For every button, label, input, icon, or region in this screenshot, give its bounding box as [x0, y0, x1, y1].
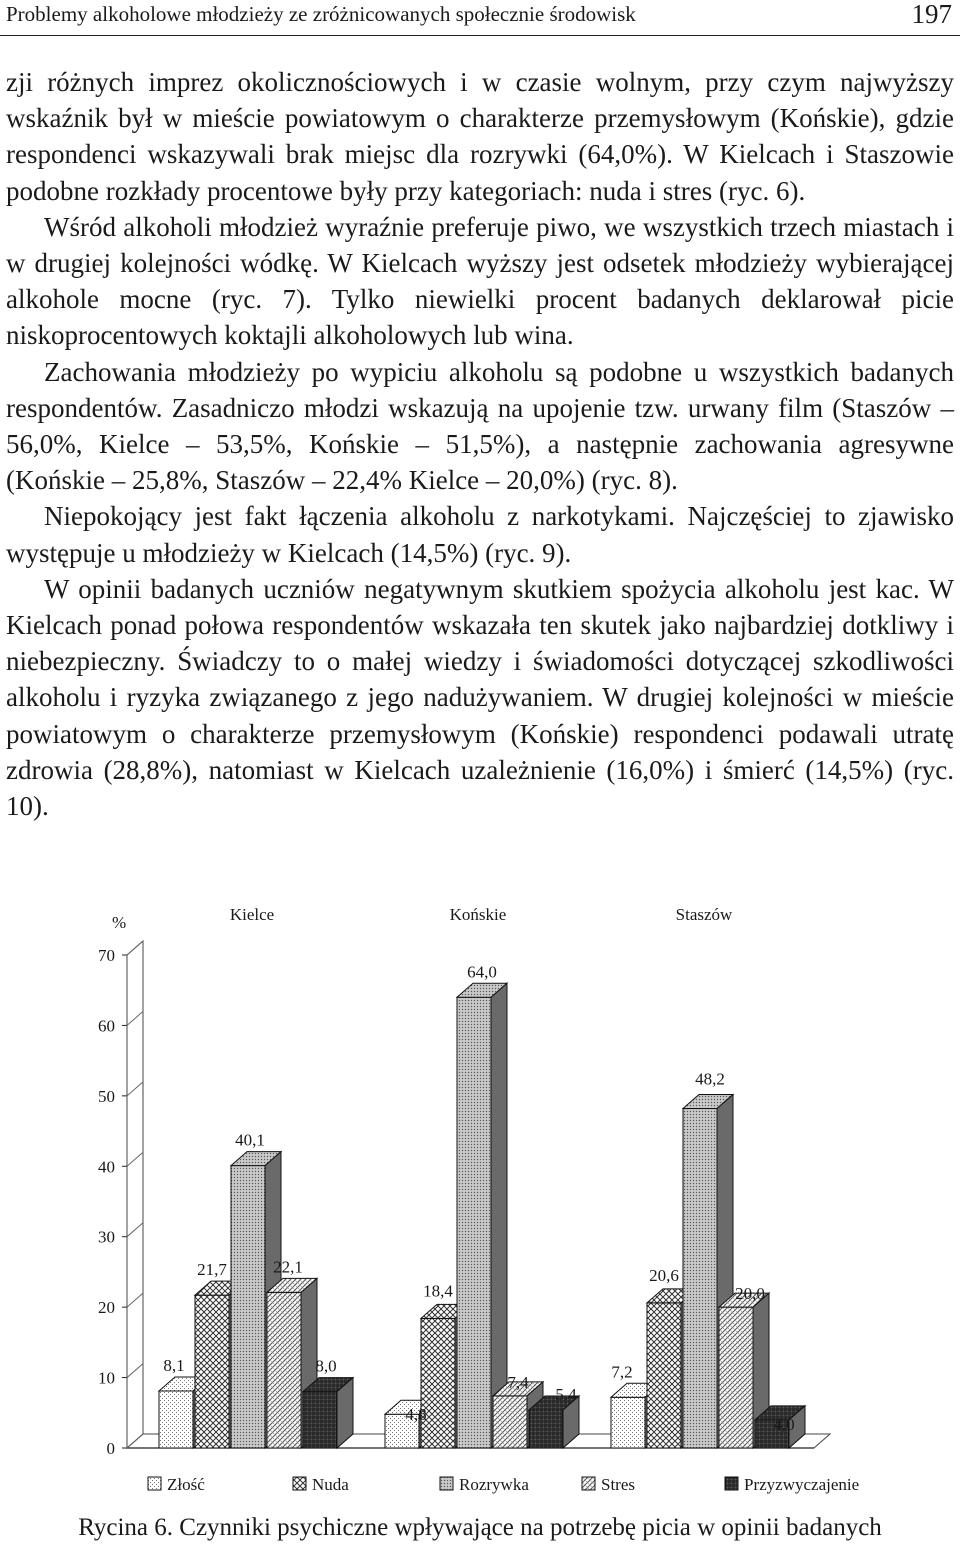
- legend-swatch: [440, 1477, 453, 1490]
- legend-label: Nuda: [312, 1475, 349, 1494]
- data-label: 4,0: [773, 1414, 795, 1434]
- legend-label: Złość: [167, 1475, 205, 1494]
- y-tick-depth: [127, 941, 143, 955]
- bar: [683, 1109, 717, 1448]
- bar: [159, 1391, 193, 1448]
- y-axis-label: %: [112, 913, 127, 932]
- y-tick-label: 30: [98, 1227, 115, 1247]
- data-label: 7,2: [611, 1362, 633, 1382]
- category-label: Kielce: [229, 905, 275, 924]
- data-label: 48,2: [695, 1069, 725, 1089]
- bar-chart: [0, 880, 960, 1510]
- data-label: 22,1: [273, 1257, 303, 1277]
- bar-side: [491, 983, 507, 1448]
- bar: [457, 997, 491, 1448]
- category-label: Końskie: [449, 905, 507, 924]
- legend-swatch: [725, 1477, 738, 1490]
- data-label: 20,6: [649, 1265, 679, 1285]
- y-tick-label: 0: [106, 1439, 115, 1458]
- header-rule: [0, 35, 960, 36]
- bar: [647, 1303, 681, 1448]
- legend-swatch: [148, 1477, 161, 1490]
- legend-label: Stres: [601, 1475, 635, 1494]
- y-tick-depth: [127, 1434, 143, 1448]
- figure-caption: Rycina 6. Czynniki psychiczne wpływające na potrzebę picia w opinii badanych: [78, 1514, 882, 1541]
- data-label: 21,7: [197, 1260, 227, 1280]
- bar: [421, 1318, 455, 1448]
- y-tick-label: 60: [98, 1016, 115, 1036]
- y-tick-depth: [127, 1011, 143, 1025]
- data-label: 8,0: [315, 1356, 337, 1376]
- data-label: 4,8: [405, 1405, 427, 1425]
- data-label: 8,1: [163, 1355, 185, 1375]
- paragraph: Niepokojący jest fakt łączenia alkoholu z narkotykami. Najczęściej to zjawisko występuje u młodzieży w Kielcach (14,5%) (ryc. 9).: [6, 501, 954, 568]
- y-tick-label: 50: [98, 1086, 115, 1106]
- y-axis-wall: [127, 941, 143, 1448]
- y-tick-depth: [127, 1364, 143, 1378]
- bar: [529, 1410, 563, 1448]
- y-tick-label: 70: [98, 946, 115, 965]
- bar: [719, 1307, 753, 1448]
- data-label: 7,4: [507, 1372, 529, 1392]
- data-label: 5,4: [555, 1384, 577, 1404]
- page-number: 197: [911, 0, 952, 29]
- bar: [231, 1166, 265, 1448]
- y-tick-depth: [127, 1223, 143, 1237]
- bar: [493, 1396, 527, 1448]
- paragraph: zji różnych imprez okolicznościowych i w czasie wolnym, przy czym najwyższy wskaźnik był w mieście powiatowym o charakterze przemysłowym (Końskie), gdzie respondenci wskazywali brak miejsc dla rozrywki (64,0%). W Kielcach i Staszowie podobne rozkłady procentowe były przy kategoriach: nuda i stres (ryc. 6).: [6, 67, 954, 206]
- legend-swatch: [582, 1477, 595, 1490]
- legend-label: Przyzwyczajenie: [744, 1475, 860, 1494]
- data-label: 18,4: [423, 1281, 453, 1301]
- y-tick-depth: [127, 1082, 143, 1096]
- y-tick-depth: [127, 1152, 143, 1166]
- paragraph: Wśród alkoholi młodzież wyraźnie preferuje piwo, we wszystkich trzech miastach i w drugiej kolejności wódkę. W Kielcach wyższy jest odsetek młodzieży wybierającej alkohole mocne (ryc. 7). Tylko niewielki procent badanych deklarował picie niskoprocentowych koktajli alkoholowych lub wina.: [6, 211, 954, 351]
- data-label: 40,1: [235, 1130, 265, 1150]
- y-tick-depth: [127, 1293, 143, 1307]
- y-tick-label: 10: [98, 1368, 115, 1388]
- bar: [611, 1397, 645, 1448]
- data-label: 20,0: [735, 1284, 765, 1304]
- paragraph: Zachowania młodzieży po wypiciu alkoholu są podobne u wszystkich badanych respondentów. Zasadniczo młodzi wskazują na upojenie tzw. urwany film (Staszów – 56,0%, Kielce – 53,5%, Końskie – 51,5%), a następnie zachowania agresywne (Końskie – 25,8%, Staszów – 22,4% Kielce – 20,0%) (ryc. 8).: [6, 356, 954, 496]
- bar: [267, 1292, 301, 1448]
- y-tick-label: 20: [98, 1298, 115, 1318]
- legend-label: Rozrywka: [459, 1475, 529, 1494]
- bar: [303, 1392, 337, 1448]
- legend-swatch: [293, 1477, 306, 1490]
- running-header: Problemy alkoholowe młodzieży ze zróżnicowanych społecznie środowisk: [6, 2, 636, 26]
- bar: [195, 1295, 229, 1448]
- category-label: Staszów: [675, 905, 733, 924]
- body-text: [6, 64, 954, 824]
- data-label: 64,0: [467, 962, 497, 982]
- y-tick-label: 40: [98, 1157, 115, 1177]
- paragraph: W opinii badanych uczniów negatywnym skutkiem spożycia alkoholu jest kac. W Kielcach ponad połowa respondentów wskazała ten skutek jako najbardziej dotkliwy i niebezpieczny. Świadczy to o małej wiedzy i świadomości dotyczącej szkodliwości alkoholu i ryzyka związanego z jego nadużywaniem. W drugiej kolejności w mieście powiatowym o charakterze przemysłowym (Końskie) respondenci podawali utratę zdrowia (28,8%), natomiast w Kielcach uzależnienie (16,0%) i śmierć (14,5%) (ryc. 10).: [6, 573, 954, 822]
